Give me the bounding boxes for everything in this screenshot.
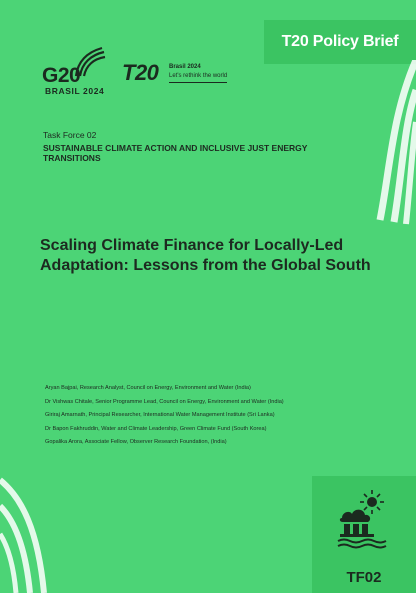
task-force-label: Task Force 02: [43, 130, 97, 140]
task-force-box: [312, 476, 416, 593]
g20-logo: [42, 46, 106, 96]
task-force-title: SUSTAINABLE CLIMATE ACTION AND INCLUSIVE JUST ENERGY TRANSITIONS: [43, 143, 308, 163]
decorative-stripes-left: [0, 470, 60, 593]
t20-logo: [122, 60, 242, 90]
decorative-stripes-right: [340, 60, 416, 225]
t20-divider: [169, 82, 227, 83]
author-item: Giriraj Amarnath, Principal Researcher, International Water Management Institute (Sri Lanka): [45, 412, 275, 418]
g20-mark: G20: [42, 64, 81, 87]
author-item: Aryan Bajpai, Research Analyst, Council on Energy, Environment and Water (India): [45, 385, 251, 391]
policy-brief-badge: T20 Policy Brief: [264, 20, 416, 64]
author-item: Dr Vishwas Chitale, Senior Programme Lead, Council on Energy, Environment and Water (India): [45, 398, 284, 405]
t20-brasil-label: Brasil 2024: [169, 64, 201, 70]
climate-energy-icon: [334, 488, 394, 550]
g20-subtitle: BRASIL 2024: [45, 86, 105, 96]
author-list: [45, 382, 385, 450]
t20-mark: T20: [122, 60, 159, 85]
author-item: Dr Bapon Fakhruddin, Water and Climate Leadership, Green Climate Fund (South Korea): [45, 425, 267, 432]
author-item: Gopalika Arora, Associate Fellow, Observer Research Foundation, (India): [45, 439, 227, 445]
brief-title: Scaling Climate Finance for Locally-Led Adaptation: Lessons from the Global South: [40, 237, 371, 274]
t20-tagline: Let's rethink the world: [169, 73, 228, 79]
task-force-code: TF02: [346, 569, 382, 586]
